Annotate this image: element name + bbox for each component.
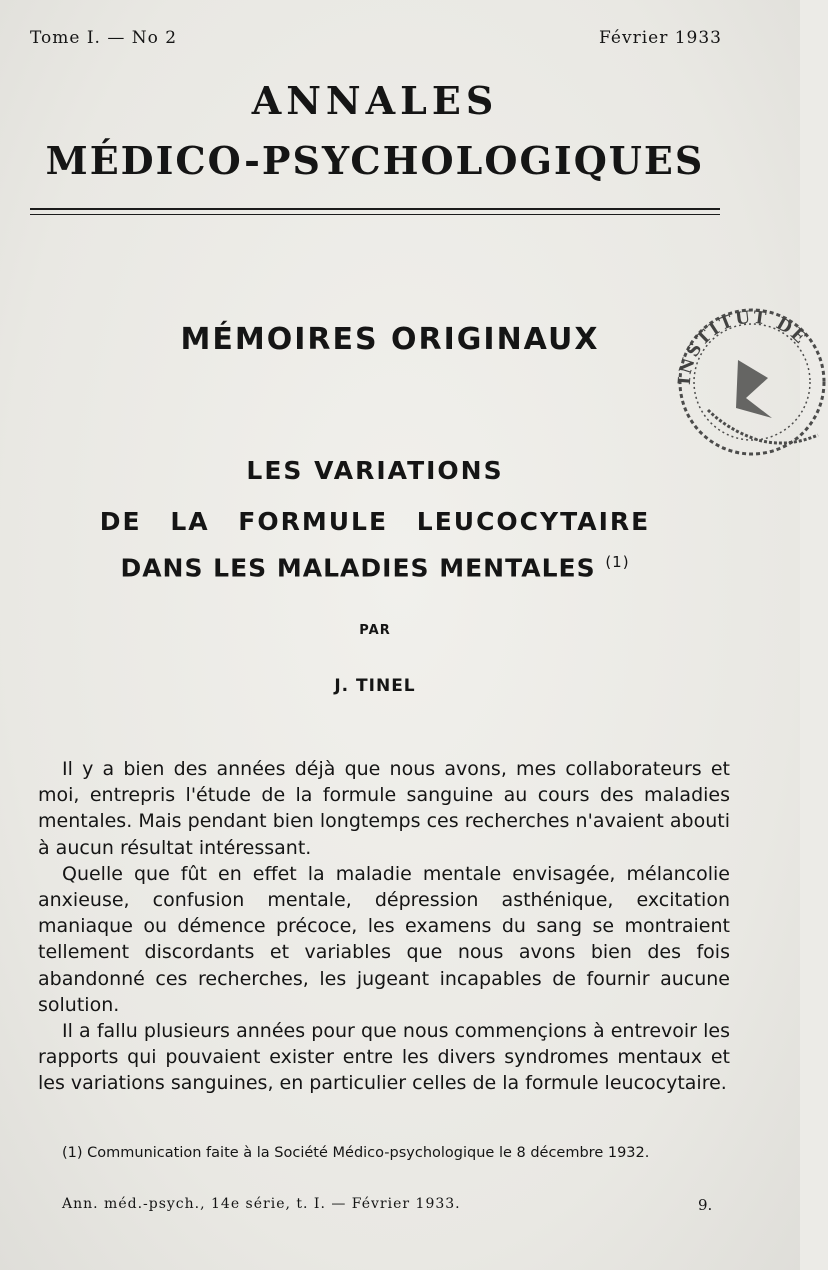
footnote-marker: (1) [605,553,630,571]
article-title-line3 [30,553,720,582]
paragraph: Il a fallu plusieurs années pour que nous commençions à entrevoir les rapports qui pouvaient exister entre les divers syndromes mentaux et les variations sanguines, en particulier celles de la formule leucocytaire. [38,1020,730,1095]
volume-issue: Tome I. — No 2 [30,28,178,48]
journal-title-line1: ANNALES [251,78,499,123]
journal-title-line2: MÉDICO-PSYCHOLOGIQUES [45,138,705,183]
title-rule-thick [30,208,720,210]
by-label: PAR [359,623,391,638]
article-title-line2: DE LA FORMULE LEUCOCYTAIRE [99,507,651,536]
article-body [38,756,730,1097]
issue-date: Février 1933 [599,28,722,48]
paragraph: Quelle que fût en effet la maladie mentale envisagée, mélancolie anxieuse, confusion mentale, dépression asthénique, excitation maniaque ou démence précoce, les examens du sang se montraient tellement discordants et variables que nous avons bien des fois abandonné ces recherches, les jugeant incapables de fournir aucune solution. [38,862,730,1016]
library-stamp [668,290,828,465]
title-rule-thin [30,214,720,215]
article-title-line1: LES VARIATIONS [246,456,504,485]
footnote: (1) Communication faite à la Société Médico-psychologique le 8 décembre 1932. [62,1145,650,1161]
footer-citation: Ann. méd.-psych., 14e série, t. I. — Février 1933. [62,1196,461,1212]
section-title: MÉMOIRES ORIGINAUX [180,322,600,357]
page-number: 9. [698,1196,713,1214]
stamp-text: INSTITUT DE [674,307,811,386]
article-title-line3-text: DANS LES MALADIES MENTALES [120,553,596,583]
paragraph: Il y a bien des années déjà que nous avons, mes collaborateurs et moi, entrepris l'étude de la formule sanguine au cours des maladies mentales. Mais pendant bien longtemps ces recherches n'avaient abouti à aucun résultat intéressant. [38,758,730,859]
author-name: J. TINEL [334,676,416,696]
